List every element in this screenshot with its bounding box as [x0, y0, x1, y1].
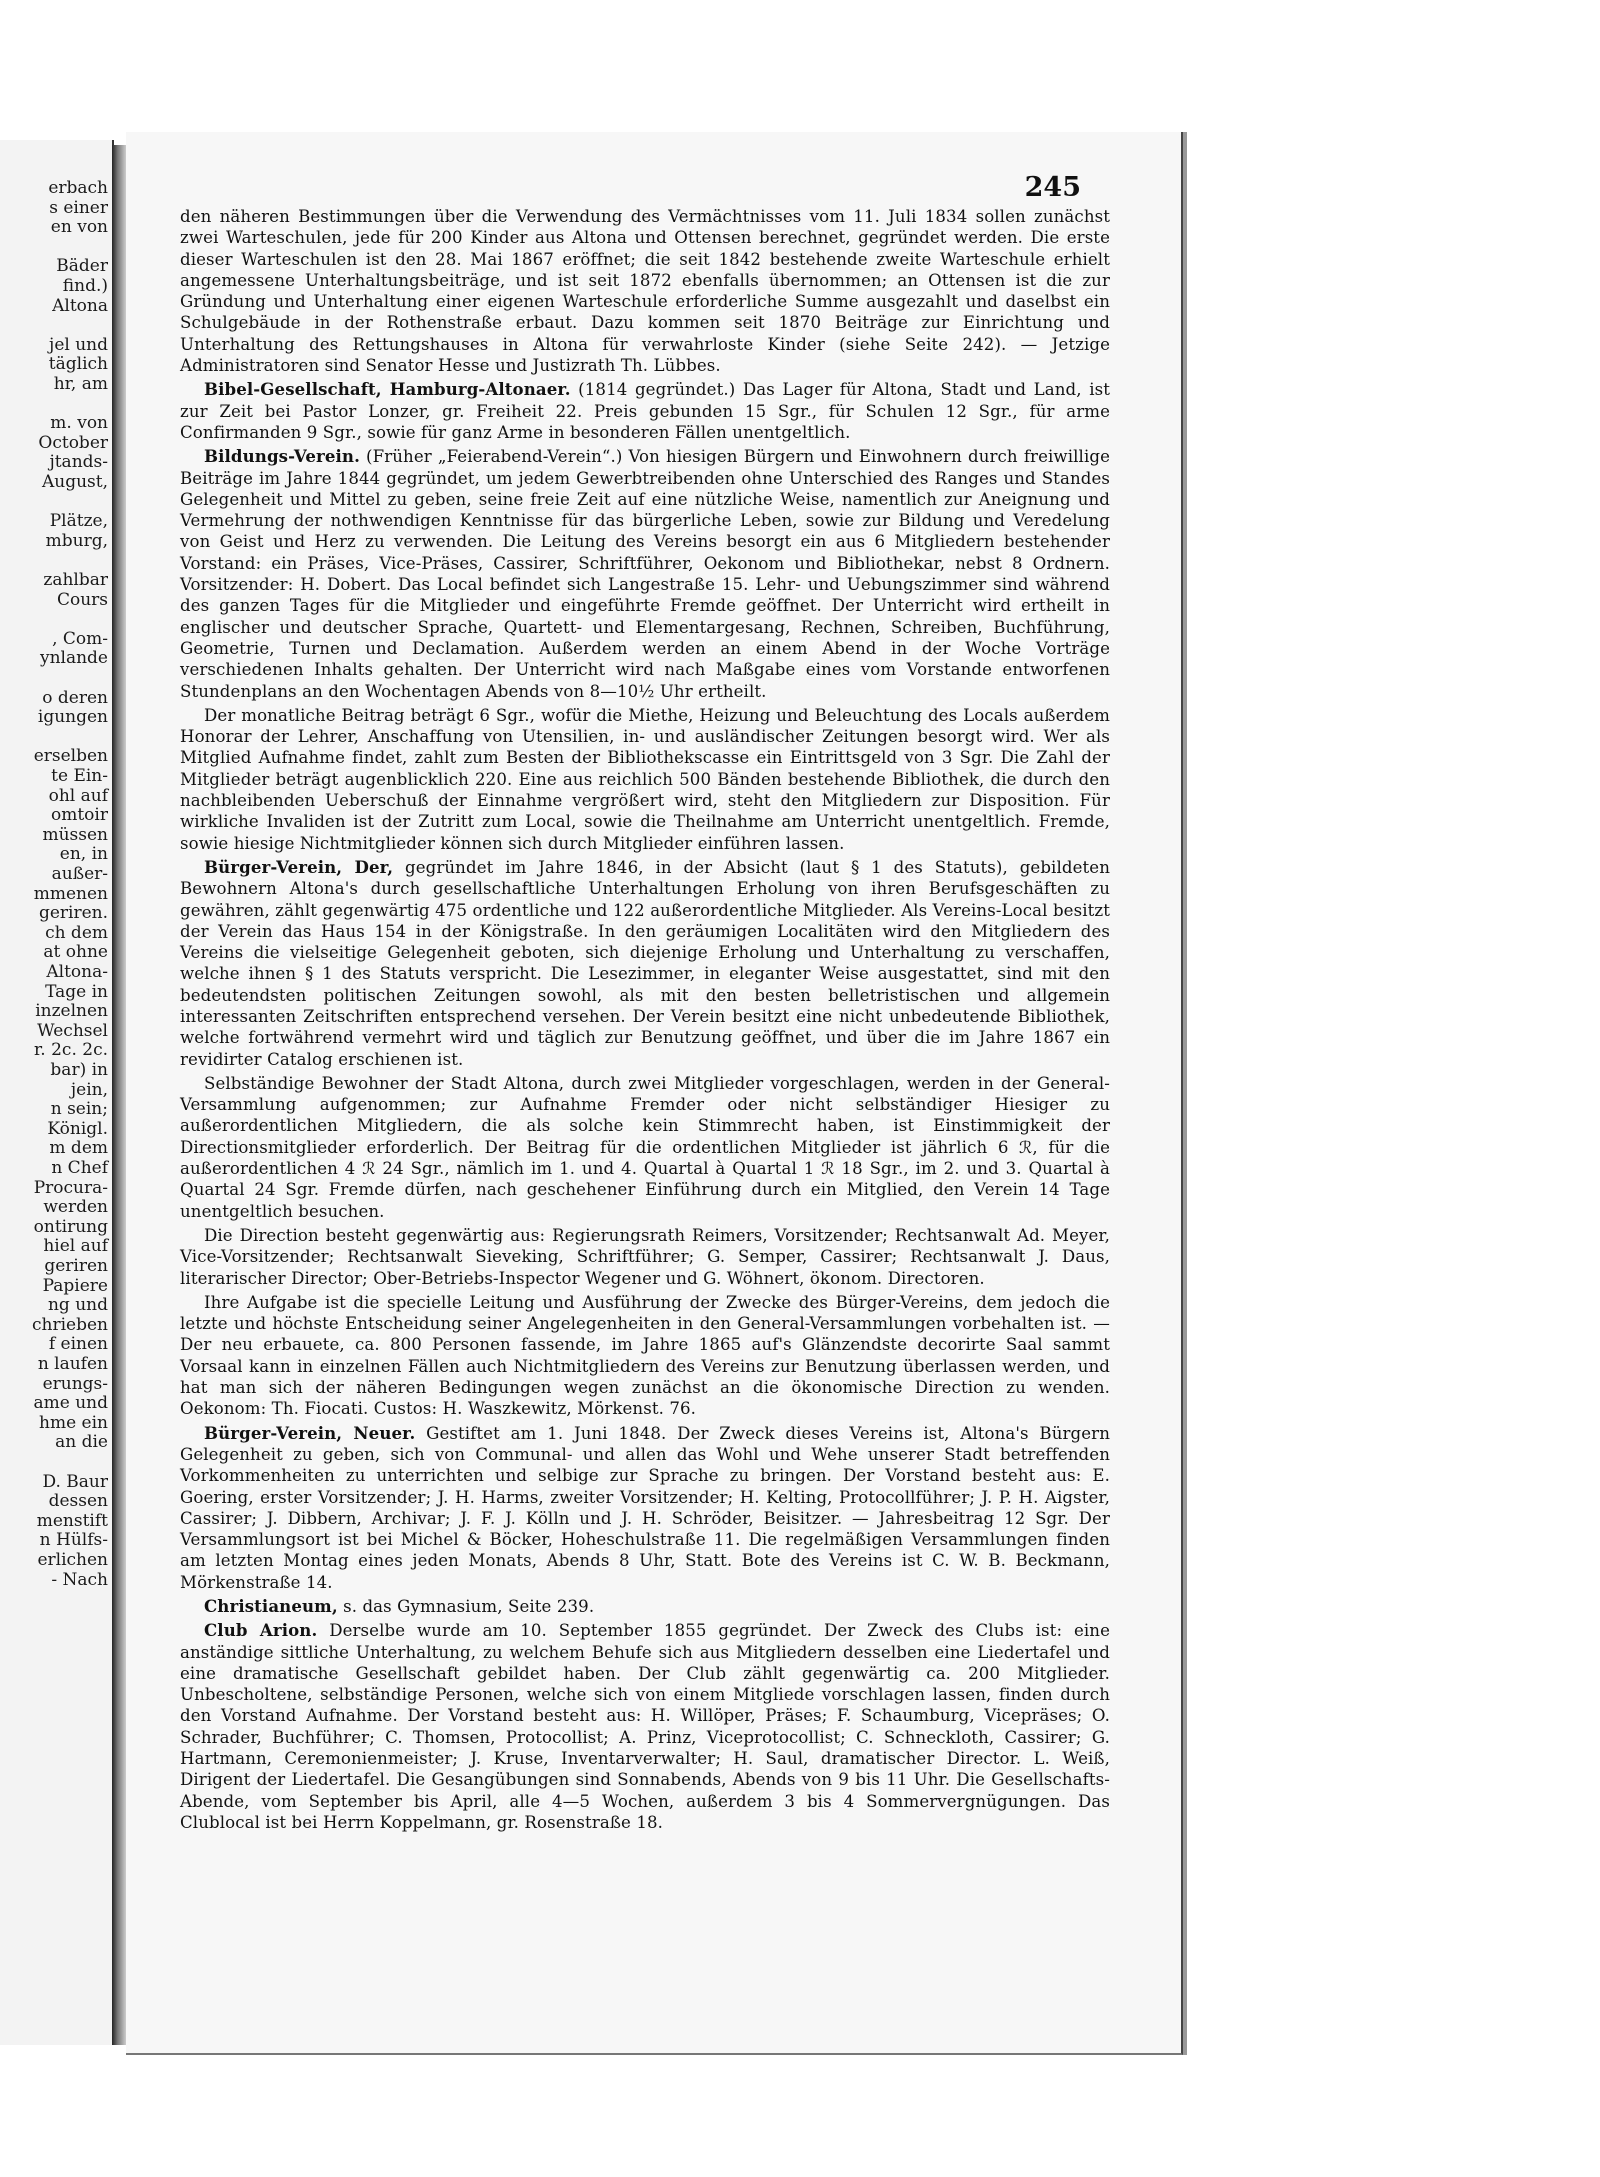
previous-page-fragment: außer-: [51, 864, 108, 884]
previous-page-fragment: ch dem: [45, 922, 108, 943]
paragraph: [180, 1225, 1110, 1289]
previous-page-fragment: ynlande: [39, 648, 108, 669]
previous-page-fragment: Wechsel: [37, 1020, 108, 1041]
previous-page-fragment: bar) in: [50, 1060, 108, 1080]
previous-page-fragment: Königl.: [47, 1118, 108, 1139]
previous-page-fragment: ohl auf: [48, 785, 108, 806]
paragraph: [180, 705, 1110, 854]
document-page: [126, 132, 1183, 2055]
previous-page-fragment: en, in: [59, 844, 108, 865]
previous-page-fragment: o deren: [42, 687, 108, 708]
previous-page-fragment: D. Baur: [42, 1471, 108, 1492]
previous-page-fragment: August,: [41, 472, 108, 492]
paragraph-text: (1814 gegründet.) Das Lager für Altona, Stadt und Land, ist zur Zeit bei Pastor Lonzer, gr. Freiheit 22. Preis gebunden 15 Sgr., für Schulen 12 Sgr., für arme Confirmanden 9 Sgr., sowie für ganz Arme in besonderen Fällen unentgeltlich.: [180, 380, 1111, 442]
previous-page-fragment: igungen: [37, 707, 108, 728]
previous-page-fragment: inzelnen: [35, 1001, 108, 1022]
paragraph: [180, 1292, 1110, 1420]
previous-page-fragment: jtands-: [49, 452, 108, 473]
paragraph-text: Selbständige Bewohner der Stadt Altona, durch zwei Mitglieder vorgeschlagen, werden in der General-Versammlung aufgenommen; zur Aufnahme Fremder oder nicht selbständiger Hiesiger zu außerordentlichen Mitgliedern, die als solche kein Stimmrecht haben, ist Einstimmigkeit der Directionsmitglieder erforderlich. Der Beitrag für die ordentlichen Mitglieder ist jährlich 6 ℛ, für die außerordentlichen 4 ℛ 24 Sgr., nämlich im 1. und 4. Quartal à Quartal 1 ℛ 18 Sgr., im 2. und 3. Quartal à Quartal 24 Sgr. Fremde dürfen, nach geschehener Einführung durch ein Mitglied, den Verein 14 Tage unentgeltlich besuchen.: [180, 1073, 1110, 1221]
paragraph: [180, 857, 1110, 1070]
previous-page-fragment: Altona: [52, 295, 108, 316]
previous-page-fragment: hme ein: [39, 1412, 108, 1433]
previous-page-fragment: ame und: [33, 1393, 108, 1414]
previous-page-fragment: erungs-: [42, 1373, 108, 1394]
previous-page-fragment: omtoir: [51, 805, 108, 826]
paragraph: [180, 1423, 1110, 1593]
previous-page-fragment: mmenen: [33, 883, 108, 904]
previous-page-fragment: geriren.: [38, 903, 108, 924]
previous-page-fragment: r. 2c. 2c.: [34, 1040, 108, 1061]
paragraph: [180, 206, 1110, 376]
previous-page-fragment: an die: [55, 1432, 108, 1453]
paragraph-text: (Früher „Feierabend-Verein“.) Von hiesigen Bürgern und Einwohnern durch freiwillige Beiträge im Jahre 1844 gegründet, um jedem Gewerbtreibenden ohne Unterschied des Ranges und Standes Gelegenheit und Mittel zu geben, seine freie Zeit auf eine nützliche Weise, namentlich zur Aneignung und Vermehrung der nothwendigen Kenntnisse für das bürgerliche Leben, sowie zur Bildung und Veredelung von Geist und Herz zu verwenden. Die Leitung des Vereins besorgt ein aus 6 Mitgliedern bestehender Vorstand: ein Präses, Vice-Präses, Cassirer, Schriftführer, Oekonom und Bibliothekar, nebst 8 Ordnern. Vorsitzender: H. Dobert. Das Local befindet sich Langestraße 15. Lehr- und Uebungszimmer sind während des ganzen Tages für die Mitglieder und eingeführte Fremde geöffnet. Der Unterricht wird ertheilt in englischer und deutscher Sprache, Quartett- und Elementargesang, Rechnen, Schreiben, Buchführung, Geometrie, Turnen und Declamation. Außerdem werden an einem Abend in der Woche Vorträge verschiedenen Inhalts gehalten. Der Unterricht wird nach Maßgabe eines vom Vorstande entworfenen Stundenplans an den Wochentagen Abends von 8—10½ Uhr ertheilt.: [180, 447, 1110, 701]
paragraph: [180, 1620, 1110, 1833]
previous-page-fragment: m dem: [49, 1138, 108, 1159]
previous-page-fragment: werden: [43, 1197, 108, 1218]
previous-page-fragment: hiel auf: [43, 1236, 108, 1257]
paragraph-text: s. das Gymnasium, Seite 239.: [337, 1597, 595, 1616]
paragraph: [180, 1073, 1110, 1222]
entry-heading: Club Arion.: [204, 1620, 318, 1641]
previous-page-fragment: ontirung: [33, 1216, 108, 1237]
previous-page-fragment: Cours: [56, 589, 108, 610]
previous-page-fragment: n laufen: [37, 1354, 108, 1374]
previous-page-fragment: te Ein-: [51, 766, 108, 786]
previous-page-fragment: find.): [62, 276, 108, 296]
previous-page-fragment: jein,: [70, 1079, 108, 1100]
paragraph-text: Gestiftet am 1. Juni 1848. Der Zweck dieses Vereins ist, Altona's Bürgern Gelegenheit zu geben, sich von Communal- und allen das Wohl und Wehe unserer Stadt betreffenden Vorkommenheiten zu unterrichten und selbige zur Sprache zu bringen. Der Vorstand besteht aus: E. Goering, erster Vorsitzender; J. H. Harms, zweiter Vorsitzender; H. Kelting, Protocollführer; J. P. H. Aigster, Cassirer; J. Dibbern, Archivar; J. F. J. Kölln und J. H. Schröder, Beisitzer. — Jahresbeitrag 12 Sgr. Der Versammlungsort ist bei Michel & Böcker, Hoheschulstraße 11. Die regelmäßigen Versammlungen finden am letzten Montag eines jeden Monats, Abends 8 Uhr, Statt. Bote des Vereins ist C. W. B. Beckmann, Mörkenstraße 14.: [180, 1423, 1110, 1592]
paragraph: [180, 446, 1110, 702]
entry-heading: Bildungs-Verein.: [204, 446, 360, 467]
entry-heading: Bürger-Verein, Der,: [204, 856, 394, 877]
previous-page-fragment: Bäder: [56, 256, 108, 277]
previous-page-fragment: geriren: [44, 1256, 108, 1276]
page-number: 245: [1024, 172, 1081, 203]
book-spine: [112, 145, 126, 2045]
previous-page-edge: [0, 140, 114, 2045]
previous-page-fragment: täglich: [48, 354, 108, 375]
previous-page-fragment: n sein;: [50, 1099, 108, 1120]
paragraph: [180, 379, 1110, 443]
paragraph: [180, 1596, 1110, 1617]
previous-page-fragment: Plätze,: [49, 511, 108, 532]
previous-page-fragment: s einer: [49, 197, 108, 218]
previous-page-fragment: erselben: [33, 746, 108, 767]
previous-page-fragment: n Hülfs-: [39, 1530, 108, 1551]
paragraph-text: Derselbe wurde am 10. September 1855 gegründet. Der Zweck des Clubs ist: eine anständige sittliche Unterhaltung, zu welchem Behufe sich aus Mitgliedern desselben eine Liedertafel und eine dramatische Gesellschaft gebildet haben. Der Club zählt gegenwärtig ca. 200 Mitglieder. Unbescholtene, selbständige Personen, welche sich von einem Mitgliede vorschlagen lassen, finden durch den Vorstand Aufnahme. Der Vorstand besteht aus: H. Willöper, Präses; F. Schaumburg, Vicepräses; O. Schrader, Buchführer; C. Thomsen, Protocollist; A. Prinz, Viceprotocollist; C. Schneckloth, Cassirer; G. Hartmann, Ceremonienmeister; J. Kruse, Inventarverwalter; H. Saul, dramatischer Director. L. Weiß, Dirigent der Liedertafel. Die Gesangübungen sind Sonnabends, Abends von 9 bis 11 Uhr. Die Gesellschafts-Abende, vom September bis April, alle 4—5 Wochen, außerdem 3 bis 4 Sommervergnügungen. Das Clublocal ist bei Herrn Koppelmann, gr. Rosenstraße 18.: [180, 1621, 1111, 1832]
previous-page-fragment: dessen: [48, 1491, 108, 1512]
previous-page-fragment: chrieben: [32, 1314, 108, 1335]
text-body: [180, 206, 1110, 1836]
previous-page-fragment: at ohne: [43, 942, 108, 963]
previous-page-fragment: Tage in: [45, 981, 108, 1002]
previous-page-fragment: October: [38, 432, 108, 453]
paragraph-text: Ihre Aufgabe ist die specielle Leitung und Ausführung der Zwecke des Bürger-Vereins, dem jedoch die letzte und höchste Entscheidung seiner Angelegenheiten in den General-Versammlungen vorbehalten ist. — Der neu erbauete, ca. 800 Personen fassende, im Jahre 1865 auf's Glänzendste decorirte Saal sammt Vorsaal kann in einzelnen Fällen auch Nichtmitgliedern des Vereins zur Benutzung überlassen werden, und hat man sich der näheren Bedingungen wegen zunächst an die ökonomische Direction zu wenden. Oekonom: Th. Fiocati. Custos: H. Waszkewitz, Mörkenst. 76.: [180, 1292, 1110, 1419]
previous-page-fragment: müssen: [42, 824, 108, 845]
previous-page-fragment: zahlbar: [43, 570, 108, 590]
previous-page-fragment: erlichen: [37, 1550, 108, 1570]
entry-heading: Christianeum,: [204, 1596, 338, 1616]
previous-page-fragment: menstift: [36, 1510, 108, 1531]
previous-page-fragment: - Nach: [51, 1569, 108, 1590]
previous-page-fragment: , Com-: [52, 628, 108, 649]
paragraph-text: Die Direction besteht gegenwärtig aus: Regierungsrath Reimers, Vorsitzender; Rechtsanwalt Ad. Meyer, Vice-Vorsitzender; Rechtsanwalt Sieveking, Schriftführer; G. Semper, Cassirer; Rechtsanwalt J. Daus, literarischer Director; Ober-Betriebs-Inspector Wegener und G. Wöhnert, ökonom. Directoren.: [180, 1225, 1110, 1288]
previous-page-fragment: erbach: [48, 178, 108, 198]
paragraph-text: gegründet im Jahre 1846, in der Absicht (laut § 1 des Statuts), gebildeten Bewohnern Altona's durch gesellschaftliche Unterhaltungen Erholung von ihren Berufsgeschäften zu gewähren, zählt gegenwärtig 475 ordentliche und 122 außerordentliche Mitglieder. Als Vereins-Local besitzt der Verein das Haus 154 in der Königstraße. In den geräumigen Localitäten wird den Mitgliedern des Vereins die vielseitige Gelegenheit geboten, sich diejenige Erholung und Unterhaltung zu verschaffen, welche ihnen § 1 des Statuts verspricht. Die Lesezimmer, in eleganter Weise ausgestattet, sind mit den bedeutendsten politischen Zeitungen sowohl, als mit den besten belletristischen und allgemein interessanten Zeitschriften entsprechend versehen. Der Verein besitzt eine nicht unbedeutende Bibliothek, welche fortwährend vermehrt wird und täglich zur Benutzung geöffnet, und über die im Jahre 1867 ein revidirter Catalog erschienen ist.: [180, 857, 1110, 1069]
previous-page-fragment: hr, am: [53, 374, 108, 394]
previous-page-fragment: f einen: [48, 1334, 108, 1355]
entry-heading: Bibel-Gesellschaft, Hamburg-Altonaer.: [204, 379, 571, 400]
previous-page-fragment: Papiere: [42, 1275, 108, 1296]
previous-page-fragment: Procura-: [33, 1177, 108, 1198]
previous-page-fragment: n Chef: [51, 1158, 108, 1178]
previous-page-fragment: jel und: [49, 334, 108, 355]
previous-page-fragment: ng und: [47, 1295, 108, 1316]
paragraph-text: Der monatliche Beitrag beträgt 6 Sgr., wofür die Miethe, Heizung und Beleuchtung des Locals außerdem Honorar der Lehrer, Anschaffung von Utensilien, in- und ausländischer Zeitungen besorgt wird. Wer als Mitglied Aufnahme findet, zahlt zum Besten der Bibliothekscasse ein Eintrittsgeld von 3 Sgr. Die Zahl der Mitglieder beträgt augenblicklich 220. Eine aus reichlich 500 Bänden bestehende Bibliothek, die durch den nachbleibenden Ueberschuß der Einnahme vergrößert wird, steht den Mitgliedern zur Disposition. Für wirkliche Invaliden ist der Zutritt zum Local, sowie die Theilnahme am Unterricht unentgeltlich. Fremde, sowie hiesige Nichtmitglieder können sich durch Mitglieder einführen lassen.: [180, 705, 1110, 853]
previous-page-fragment: en von: [50, 217, 108, 238]
previous-page-fragment: m. von: [50, 413, 108, 434]
paragraph-text: den näheren Bestimmungen über die Verwendung des Vermächtnisses vom 11. Juli 1834 sollen zunächst zwei Warteschulen, jede für 200 Kinder aus Altona und Ottensen berechnet, gegründet werden. Die erste dieser Warteschulen ist den 28. Mai 1867 eröffnet; die seit 1842 bestehende zweite Warteschule erhielt angemessene Unterhaltungsbeiträge, und ist seit 1872 ebenfalls übernommen; an Ottensen ist die zur Gründung und Unterhaltung einer eigenen Warteschule erforderliche Summe ausgezahlt und daselbst ein Schulgebäude in der Rothenstraße erbaut. Dazu kommen seit 1870 Beiträge zur Einrichtung und Unterhaltung des Rettungshauses in Altona für verwahrloste Kinder (siehe Seite 242). — Jetzige Administratoren sind Senator Hesse und Justizrath Th. Lübbes.: [180, 207, 1110, 376]
previous-page-fragment: mburg,: [45, 530, 108, 551]
entry-heading: Bürger-Verein, Neuer.: [204, 1422, 416, 1443]
previous-page-fragment: Altona-: [46, 962, 108, 982]
